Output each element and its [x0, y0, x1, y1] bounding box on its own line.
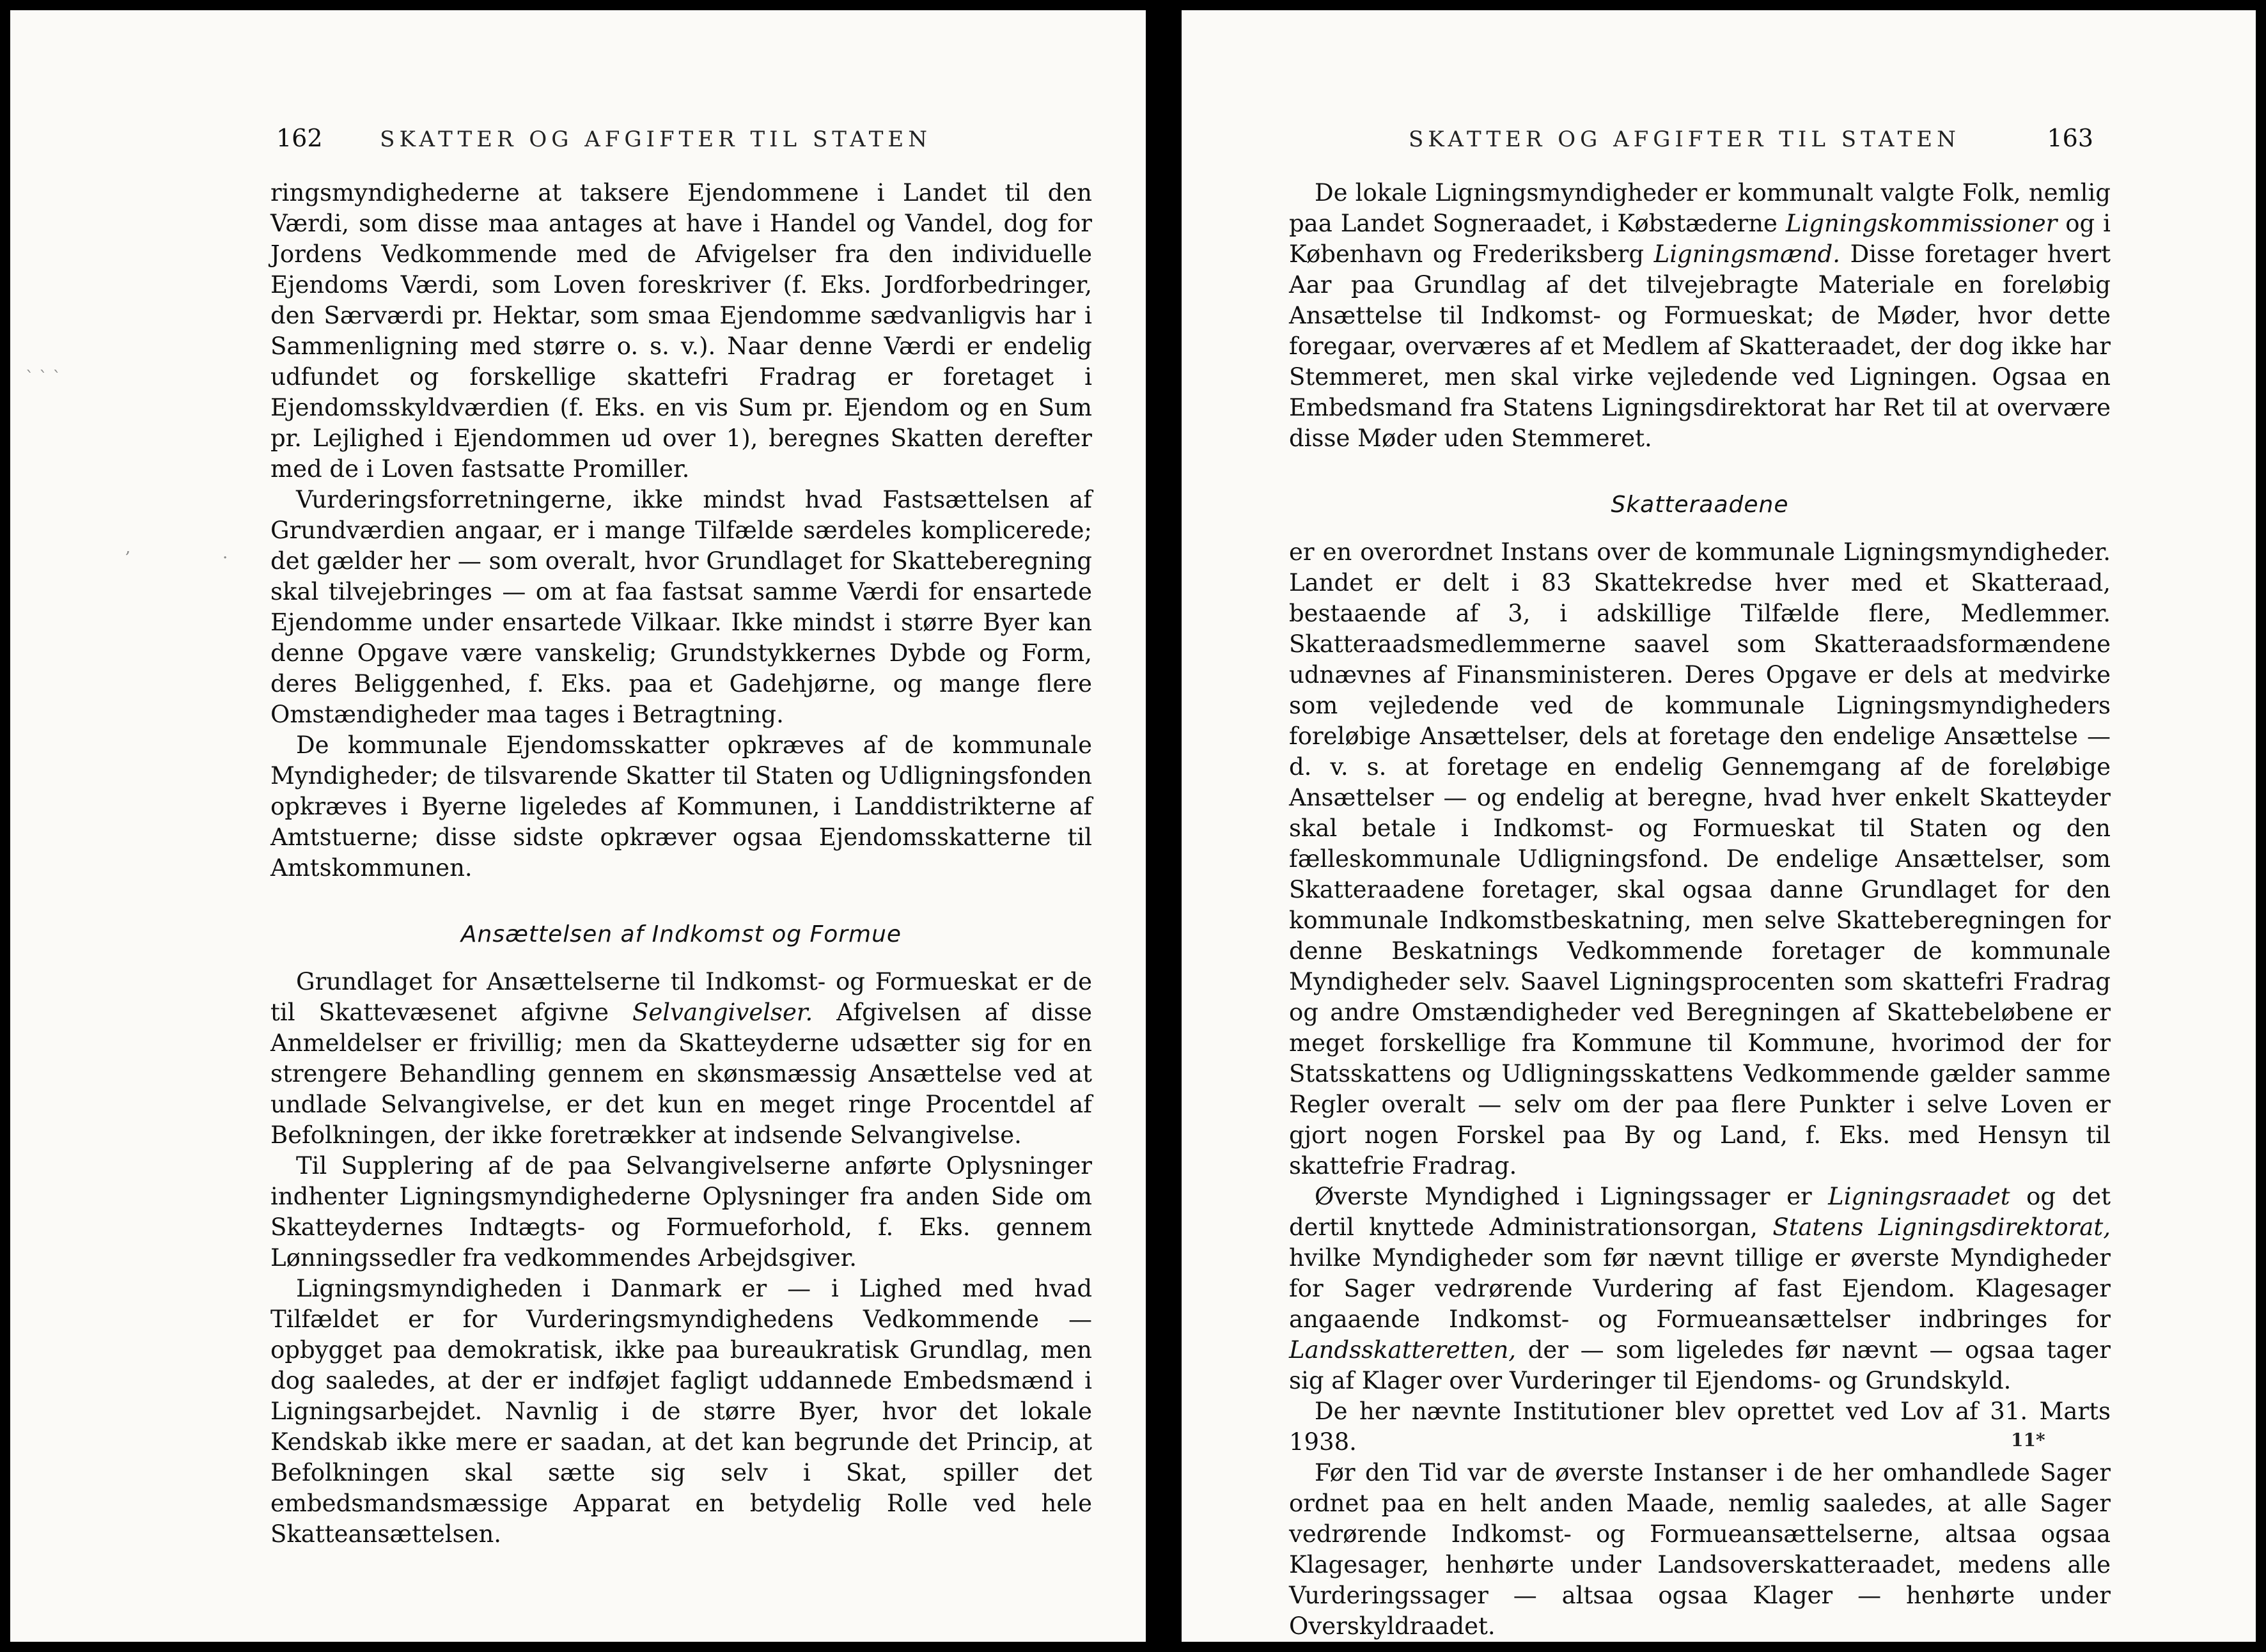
section-heading: Skatteraadene — [1611, 492, 1789, 518]
paragraph: Før den Tid var de øverste Instanser i de her omhandlede Sager ordnet paa en helt anden Maade, nemlig saaledes, at alle Sager vedrørende Indkomst- og Formueansættelserne, altsaa ogsaa Klagesager, henhørte under Landsoverskatteraadet, medens alle Vurderingssager — altsaa ogsaa Klager — henhørte under Overskyldraadet. — [1289, 1459, 2111, 1640]
paragraph: De her nævnte Institutioner blev oprettet ved Lov af 31. Marts 1938. — [1289, 1398, 2111, 1456]
page-body — [1289, 178, 2111, 1642]
page-number: 163 — [2047, 124, 2093, 152]
page-number: 162 — [276, 124, 323, 152]
paragraph: er en overordnet Instans over de kommunale Ligningsmyndigheder. Landet er delt i 83 Skattekredse hver med et Skatteraad, bestaaende af 3, i adskillige Tilfælde flere, Medlemmer. Skatteraadsmedlemmerne saavel som Skatteraadsformændene udnævnes af Finansministeren. Deres Opgave er dels at medvirke som vejledende ved de kommunale Ligningsmyndigheders foreløbige Ansættelser, dels at foretage den endelige Ansættelse — d. v. s. at foretage en endelig Gennemgang af de foreløbige Ansættelser — og endelig at beregne, hvad hver enkelt Skatteyder skal betale i Indkomst- og Formueskat til Staten og den fælleskommunale Udligningsfond. De endelige Ansættelser, som Skatteraadene foretager, skal ogsaa danne Grundlaget for den kommunale Indkomstbeskatning, men selve Skatteberegningen for denne Beskatnings Vedkommende foretager de kommunale Myndigheder selv. Saavel Ligningsprocenten som skattefri Fradrag og andre Omstændigheder ved Beregningen af Skattebeløbene er meget forskellige fra Kommune til Kommune, hvorimod der for Statsskattens og Udligningsskattens Vedkommende gælder samme Regler overalt — selv om der paa flere Punkter i selve Loven er gjort nogen Forskel paa By og Land, f. Eks. med Hensyn til skattefrie Fradrag. — [1289, 538, 2111, 1180]
emphasis: Ligningskommissioner — [1785, 210, 2058, 237]
paragraph: Ligningsmyndigheden i Danmark er — i Lighed med hvad Tilfældet er for Vurderingsmyndighedens Vedkommende — opbygget paa demokratisk, ikke paa bureaukratisk Grundlag, men dog saaledes, at der er indføjet fagligt uddannede Embedsmænd i Ligningsarbejdet. Navnlig i de større Byer, hvor det lokale Kendskab ikke mere er saadan, at det kan begrunde det Princip, at Befolkningen skal sætte sig selv i Skat, spiller det embedsmandsmæssige Apparat en betydelig Rolle ved hele Skatteansættelsen. — [270, 1275, 1092, 1548]
running-head-title: SKATTER OG AFGIFTER TIL STATEN — [1409, 127, 1960, 152]
paragraph: De kommunale Ejendomsskatter opkræves af de kommunale Myndigheder; de tilsvarende Skatter til Staten og Udligningsfonden opkræves i Byerne ligeledes af Kommunen, i Landdistrikterne af Amtstuerne; disse sidste opkræver ogsaa Ejendomsskatterne til Amtskommunen. — [270, 731, 1092, 882]
margin-mark: · — [223, 549, 228, 568]
section-heading: Ansættelsen af Indkomst og Formue — [460, 921, 902, 947]
emphasis: Ligningsmænd. — [1653, 240, 1841, 268]
emphasis: Landsskatteretten, — [1289, 1336, 1517, 1364]
running-header — [276, 124, 932, 152]
emphasis: Selvangivelser. — [632, 999, 813, 1026]
paragraph: Vurderingsforretningerne, ikke mindst hvad Fastsættelsen af Grundværdien angaar, er i mange Tilfælde særdeles komplicerede; det gælder her — som overalt, hvor Grundlaget for Skatteberegning skal tilvejebringes — om at faa fastsat samme Værdi for ensartede Ejendomme under ensartede Vilkaar. Ikke mindst i større Byer kan denne Opgave være vanskelig; Grundstykkernes Dybde og Form, deres Beliggenhed, f. Eks. paa et Gadehjørne, og mange flere Omstændigheder maa tages i Betragtning. — [270, 486, 1092, 728]
emphasis: Statens Ligningsdirektorat, — [1772, 1213, 2111, 1241]
signature-mark: 11* — [2011, 1430, 2045, 1451]
paragraph: Grundlaget for Ansættelserne til Indkomst- og Formueskat er de til Skattevæsenet afgivne Selvangivelser. Afgivelsen af disse Anmeldelser er frivillig; men da Skatteyderne udsætter sig for en strengere Behandling gennem en skønsmæssig Ansættelse ved at undlade Selvangivelse, er det kun en meget ringe Procentdel af Befolkningen, der ikke foretrækker at indsende Selvangivelse. — [270, 968, 1093, 1149]
emphasis: Ligningsraadet — [1828, 1183, 2010, 1210]
page-body — [270, 178, 1092, 1550]
paragraph: Til Supplering af de paa Selvangivelserne anførte Oplysninger indhenter Ligningsmyndighederne Oplysninger fra anden Side om Skatteydernes Indtægts- og Formueforhold, f. Eks. gennem Lønningssedler fra vedkommendes Arbejdsgiver. — [270, 1152, 1092, 1272]
running-header — [1409, 124, 2093, 152]
margin-mark: , — [125, 538, 131, 557]
paragraph: ringsmyndighederne at taksere Ejendommene i Landet til den Værdi, som disse maa antages at have i Handel og Vandel, dog for Jordens Vedkommende med de Afvigelser fra den individuelle Ejendoms Værdi, som Loven foreskriver (f. Eks. Jordforbedringer, den Særværdi pr. Hektar, som smaa Ejendomme sædvanligvis har i Sammenligning med større o. s. v.). Naar denne Værdi er endelig udfundet og forskellige skattefri Fradrag er foretaget i Ejendomsskyldværdien (f. Eks. en vis Sum pr. Ejendom og en Sum pr. Lejlighed i Ejendommen ud over 1), beregnes Skatten derefter med de i Loven fastsatte Promiller. — [270, 179, 1092, 483]
right-page — [1182, 10, 2256, 1642]
margin-mark: ` ` ` — [26, 368, 61, 387]
left-page — [10, 10, 1146, 1642]
paragraph: Øverste Myndighed i Ligningssager er Ligningsraadet og det dertil knyttede Administrationsorgan, Statens Ligningsdirektorat, hvilke Myndigheder som før nævnt tillige er øverste Myndigheder for Sager vedrørende Vurdering af fast Ejendom. Klagesager angaaende Indkomst- og Formueansættelser indbringes for Landsskatteretten, der — som ligeledes før nævnt — ogsaa tager sig af Klager over Vurderinger til Ejendoms- og Grundskyld. — [1289, 1183, 2111, 1394]
paragraph: De lokale Ligningsmyndigheder er kommunalt valgte Folk, nemlig paa Landet Sogneraadet, i Købstæderne Ligningskommissioner og i København og Frederiksberg Ligningsmænd. Disse foretager hvert Aar paa Grundlag af det tilvejebragte Materiale en foreløbig Ansættelse til Indkomst- og Formueskat; de Møder, hvor dette foregaar, overværes af et Medlem af Skatteraadet, der dog ikke har Stemmeret, men skal virke vejledende ved Ligningen. Ogsaa en Embedsmand fra Statens Ligningsdirektorat har Ret til at overvære disse Møder uden Stemmeret. — [1289, 179, 2111, 452]
running-head-title: SKATTER OG AFGIFTER TIL STATEN — [380, 127, 932, 152]
